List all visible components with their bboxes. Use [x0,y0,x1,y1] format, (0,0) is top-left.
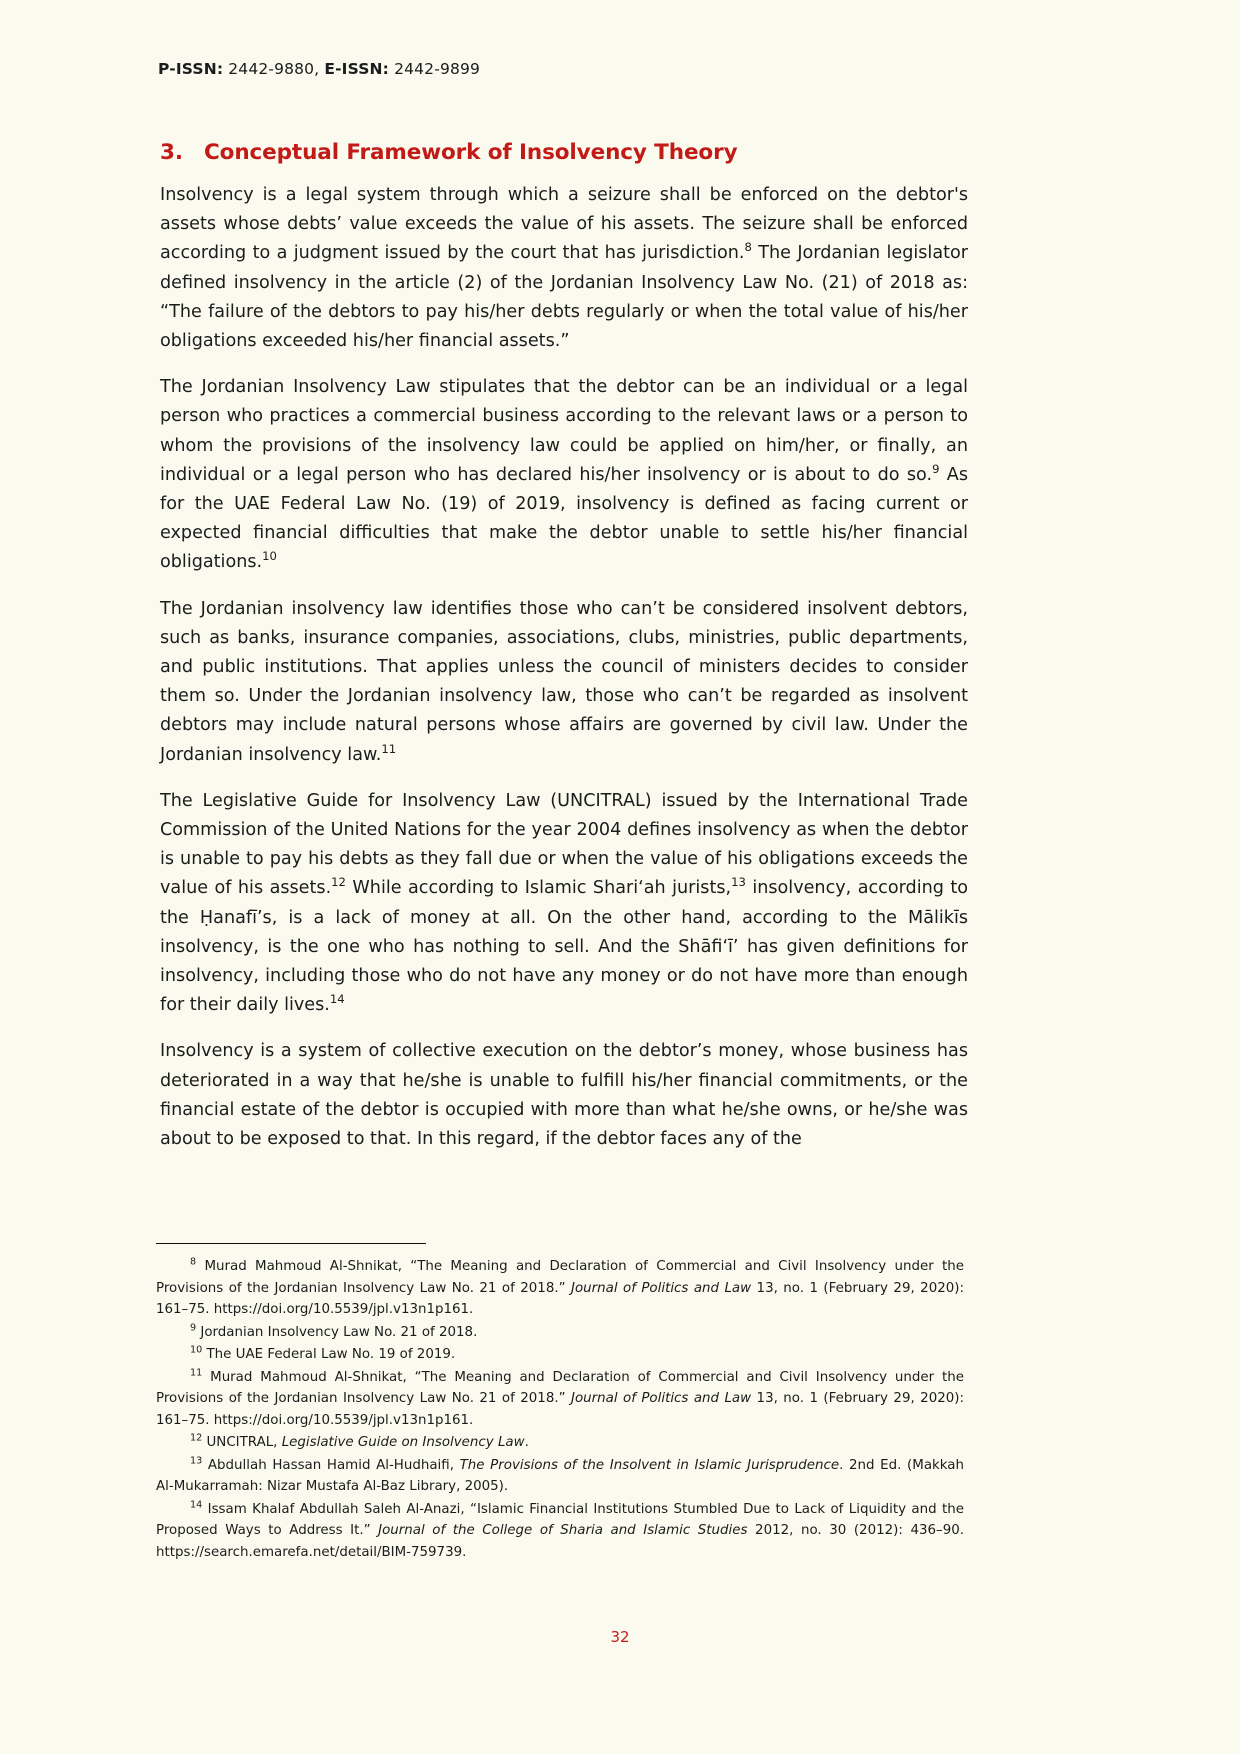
p-issn-label: P-ISSN: [158,60,224,78]
section-number: 3. [160,140,183,165]
footnote-marker-14[interactable]: 14 [329,992,345,1007]
footnote-list [156,1256,964,1563]
footnote-number-12: 12 [190,1432,203,1444]
footnote-number-11: 11 [190,1367,203,1379]
italic-title: Legislative Guide on Insolvency Law [281,1435,525,1450]
body-column [160,181,968,1154]
e-issn-label: E-ISSN: [324,60,390,78]
page-number: 32 [610,1628,630,1646]
footnote-13: $^{13}$ Abdullah Hassan Hamid Al-Hudhaifi, The Provisions of the Insolvent in Islamic Jurisprudence. 2nd Ed. (Makkah Al-Mukarramah: Nizar Mustafa Al-Baz Library, 2005). [156,1455,964,1494]
para-insolvency-definition: Insolvency is a legal system through which a seizure shall be enforced on the debtor's assets whose debts’ value exceeds the value of his assets. The seizure shall be enforced according to a judgment issued by the court that has jurisdiction.$^8$ The Jordanian legislator defined insolvency in the article (2) of the Jordanian Insolvency Law No. (21) of 2018 as: “The failure of the debtors to pay his/her debts regularly or when the total value of his/her obligations exceeded his/her financial assets.” [160,185,968,352]
footnote-9: $^9$ Jordanian Insolvency Law No. 21 of 2018. [190,1322,478,1340]
footnote-10: $^{10}$ The UAE Federal Law No. 19 of 2019. [190,1344,456,1362]
footnote-marker-8[interactable]: 8 [744,240,752,255]
footnote-marker-13[interactable]: 13 [731,875,746,890]
footnote-area [156,1243,964,1564]
footnote-marker-9[interactable]: 9 [932,461,940,476]
footnote-number-13: 13 [190,1455,203,1467]
footnote-number-9: 9 [190,1322,197,1334]
issn-header [158,60,1090,78]
footnote-11: $^{11}$ Murad Mahmoud Al-Shnikat, “The Meaning and Declaration of Commercial and Civil Insolvency under the Provisions of the Jordanian Insolvency Law No. 21 of 2018.” Journal of Politics and Law 13, no. 1 (February 29, 2020): 161–75. https://doi.org/10.5539/jpl.v13n1p161. [156,1367,964,1428]
footnote-14: $^{14}$ Issam Khalaf Abdullah Saleh Al-Anazi, “Islamic Financial Institutions Stumbled Due to Lack of Liquidity and the Proposed Ways to Address It.” Journal of the College of Sharia and Islamic Studies 2012, no. 30 (2012): 436–90. https://search.emarefa.net/detail/BIM-759739. [156,1499,964,1560]
footnote-12: $^{12}$ UNCITRAL, Legislative Guide on Insolvency Law. [190,1432,529,1450]
footnote-number-8: 8 [190,1256,197,1268]
footnote-number-14: 14 [190,1499,203,1511]
section-title: Conceptual Framework of Insolvency Theory [204,140,738,165]
italic-title: Journal of Politics and Law [571,1391,752,1406]
p-issn-value: 2442-9880, [228,60,320,78]
footnote-8: $^8$ Murad Mahmoud Al-Shnikat, “The Meaning and Declaration of Commercial and Civil Insolvency under the Provisions of the Jordanian Insolvency Law No. 21 of 2018.” Journal of Politics and Law 13, no. 1 (February 29, 2020): 161–75. https://doi.org/10.5539/jpl.v13n1p161. [156,1256,964,1317]
footnote-marker-10[interactable]: 10 [262,549,277,564]
italic-title: The Provisions of the Insolvent in Islamic Jurisprudence [459,1457,840,1473]
para-exclusions: The Jordanian insolvency law identifies those who can’t be considered insolvent debtors, such as banks, insurance companies, associations, clubs, ministries, public departments, and public institutions. That applies unless the council of ministers decides to consider them so. Under the Jordanian insolvency law, those who can’t be regarded as insolvent debtors may include natural persons whose affairs are governed by civil law. Under the Jordanian insolvency law.$^{11}$ [160,598,968,765]
section-heading [160,140,1090,165]
italic-title: Journal of the College of Sharia and Islamic Studies [378,1523,748,1538]
para-jordanian-law-stipulates: The Jordanian Insolvency Law stipulates that the debtor can be an individual or a legal person who practices a commercial business according to the relevant laws or a person to whom the provisions of the insolvency law could be applied on him/her, or finally, an individual or a legal person who has declared his/her insolvency or is about to do so.$^9$ As for the UAE Federal Law No. (19) of 2019, insolvency is defined as facing current or expected financial difficulties that make the debtor unable to settle his/her financial obligations.$^{10}$ [160,377,968,573]
italic-title: Journal of Politics and Law [571,1280,752,1296]
e-issn-value: 2442-9899 [394,60,481,78]
footnote-separator-rule [156,1243,426,1244]
para-uncitral-guide: The Legislative Guide for Insolvency Law (UNCITRAL) issued by the International Trade Commission of the United Nations for the year 2004 defines insolvency as when the debtor is unable to pay his debts as they fall due or when the value of his obligations exceeds the value of his assets.$^{12}$ While according to Islamic Shari‘ah jurists,$^{13}$ insolvency, according to the Ḥanafī’s, is a lack of money at all. On the other hand, according to the Mālikīs insolvency, is the one who has nothing to sell. And the Shāfi‘ī’ has given definitions for insolvency, including those who do not have any money or do not have more than enough for their daily lives.$^{14}$ [160,790,969,1016]
footnote-number-10: 10 [190,1344,203,1356]
footnote-marker-12[interactable]: 12 [331,875,346,890]
para-collective-execution: Insolvency is a system of collective execution on the debtor’s money, whose business has deteriorated in a way that he/she is unable to fulfill his/her financial commitments, or the financial estate of the debtor is occupied with more than what he/she owns, or he/she was about to be exposed to that. In this regard, if the debtor faces any of the [160,1041,968,1150]
footnote-marker-11[interactable]: 11 [381,741,397,756]
